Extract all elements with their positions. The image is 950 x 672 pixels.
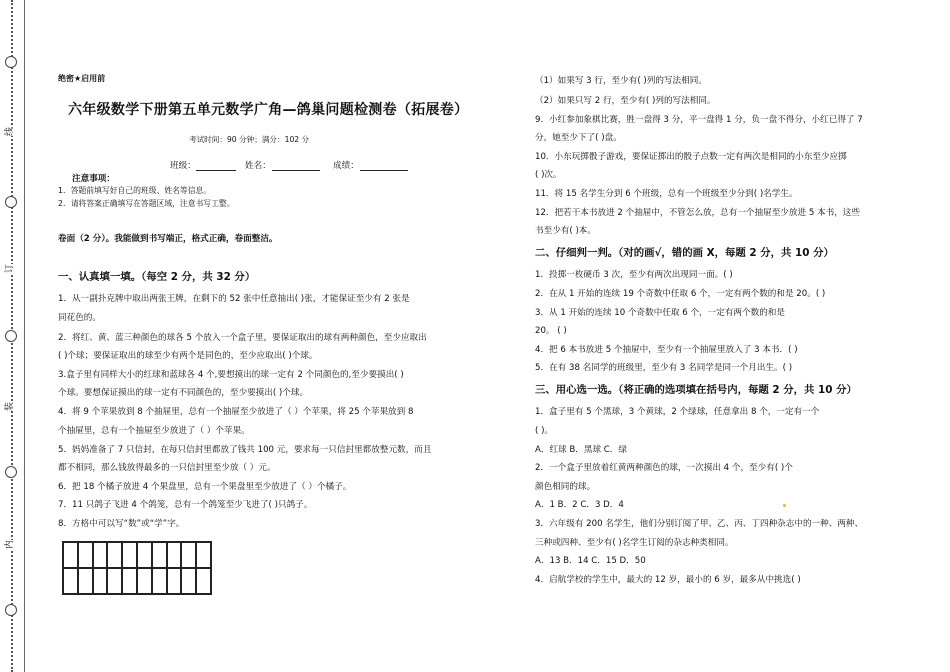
question-line: （2）如果只写 2 行，至少有( )列的写法相同。 bbox=[535, 96, 716, 106]
grid-cell[interactable] bbox=[93, 568, 108, 594]
stray-mark bbox=[783, 504, 786, 507]
question-line: 4．把 6 本书放进 5 个抽屉中，至少有一个抽屉里放入了 3 本书．( ) bbox=[535, 345, 798, 355]
question-line: 1．投掷一枚硬币 3 次，至少有两次出现同一面。( ) bbox=[535, 270, 733, 280]
question-line: 4．将 9 个苹果放到 8 个抽屉里，总有一个抽屉至少放进了（ ）个苹果，将 25 个苹果放到 8 bbox=[58, 407, 414, 417]
class-field[interactable] bbox=[196, 170, 236, 171]
grid-cell[interactable] bbox=[196, 542, 211, 568]
question-line: 2．一个盒子里放着红黄两种颜色的球，一次摸出 4 个，至少有( )个 bbox=[535, 463, 793, 473]
question-line: 3．从 1 开始的连续 10 个奇数中任取 6 个，一定有两个数的和是 bbox=[535, 308, 785, 318]
binding-circle bbox=[5, 604, 17, 616]
question-line: 都不相同，那么钱放得最多的一只信封里至少放（ ）元。 bbox=[58, 463, 276, 473]
option-line: A．红球 B．黑球 C．绿 bbox=[535, 445, 627, 455]
grid-cell[interactable] bbox=[137, 568, 152, 594]
question-line: 11．将 15 名学生分到 6 个班级，总有一个班级至少分到( )名学生。 bbox=[535, 189, 798, 199]
grid-cell[interactable] bbox=[137, 542, 152, 568]
note-item: 2．请将答案正确填写在答题区域，注意书写工整。 bbox=[58, 199, 235, 208]
grid-cell[interactable] bbox=[122, 568, 137, 594]
grid-cell[interactable] bbox=[78, 542, 93, 568]
score-label: 成绩： bbox=[333, 161, 359, 171]
exam-info: 考试时间：90 分钟；满分：102 分 bbox=[189, 135, 310, 144]
question-line: （1）如果写 3 行，至少有( )列的写法相同。 bbox=[535, 76, 707, 86]
question-line: 3.盒子里有同样大小的红球和蓝球各 4 个,要想摸出的球一定有 2 个同颜色的,至少要摸出( ) bbox=[58, 370, 404, 380]
question-line: 7．11 只鸽子飞进 4 个鸽笼，总有一个鸽笼至少飞进了( )只鸽子。 bbox=[58, 500, 313, 510]
grid-cell[interactable] bbox=[196, 568, 211, 594]
question-line: 20。 ( ) bbox=[535, 326, 567, 336]
note-item: 1．答题前填写好自己的班级、姓名等信息。 bbox=[58, 186, 212, 195]
grid-cell[interactable] bbox=[107, 542, 122, 568]
question-line: 10．小东玩掷骰子游戏，要保证掷出的骰子点数一定有两次是相同的小东至少应掷 bbox=[535, 152, 847, 162]
page-title: 六年级数学下册第五单元数学广角—鸽巢问题检测卷（拓展卷） bbox=[68, 102, 469, 118]
section3-heading: 三、用心选一选。（将正确的选项填在括号内，每题 2 分，共 10 分） bbox=[535, 384, 857, 396]
grid-cell[interactable] bbox=[93, 542, 108, 568]
binding-circle bbox=[5, 466, 17, 478]
score-field[interactable] bbox=[360, 170, 408, 171]
question-line: 同花色的。 bbox=[58, 313, 101, 323]
question-line: 6．把 18 个橘子放进 4 个果盘里，总有一个果盘里至少放进了（ ）个橘子。 bbox=[58, 482, 352, 492]
name-label: 姓名： bbox=[245, 161, 271, 171]
grid-cell[interactable] bbox=[78, 568, 93, 594]
grid-cell[interactable] bbox=[152, 542, 167, 568]
question-line: 颜色相同的球。 bbox=[535, 482, 596, 492]
question-line: 4．启航学校的学生中，最大的 12 岁，最小的 6 岁，最多从中挑选( ) bbox=[535, 575, 801, 585]
question-line: 1．从一副扑克牌中取出两张王牌，在剩下的 52 张中任意抽出( )张，才能保证至少有 2 张是 bbox=[58, 294, 410, 304]
question-line: ( )次。 bbox=[535, 170, 562, 180]
option-line: A．1 B．2 C．3 D．4 bbox=[535, 500, 624, 510]
grid-cell[interactable] bbox=[63, 542, 78, 568]
option-line: A．13 B．14 C．15 D．50 bbox=[535, 556, 646, 566]
grid-cell[interactable] bbox=[122, 542, 137, 568]
question-line: 1．盒子里有 5 个黑球，3 个黄球，2 个绿球，任意拿出 8 个，一定有一个 bbox=[535, 407, 820, 417]
grid-cell[interactable] bbox=[152, 568, 167, 594]
binding-char: 线 bbox=[2, 127, 15, 136]
notes-title: 注意事项： bbox=[72, 174, 115, 184]
question-line: 个球。要想保证摸出的球一定有不同颜色的，至少要摸出( )个球。 bbox=[58, 388, 309, 398]
binding-char: 内 bbox=[2, 540, 15, 549]
question-line: 3．六年级有 200 名学生，他们分别订阅了甲、乙、丙、丁四种杂志中的一种、两种、 bbox=[535, 519, 864, 529]
question-line: 书至少有( )本。 bbox=[535, 226, 596, 236]
neatness-line: 卷面（2 分）。我能做到书写端正，格式正确，卷面整洁。 bbox=[58, 234, 278, 244]
question-line: 2．在从 1 开始的连续 19 个奇数中任取 6 个，一定有两个数的和是 20。( ) bbox=[535, 289, 826, 299]
binding-circle bbox=[5, 56, 17, 68]
binding-char: 装 bbox=[2, 402, 15, 411]
binding-circle bbox=[5, 196, 17, 208]
question-line: ( )个球；要保证取出的球至少有两个是同色的，至少应取出( )个球。 bbox=[58, 351, 318, 361]
binding-circle bbox=[5, 330, 17, 342]
section2-heading: 二、仔细判一判。（对的画√，错的画 X，每题 2 分，共 10 分） bbox=[535, 247, 834, 259]
grid-cell[interactable] bbox=[107, 568, 122, 594]
question-line: 三种或四种、至少有( )名学生订阅的杂志种类相同。 bbox=[535, 538, 734, 548]
question-line: 分，她至少下了( )盘。 bbox=[535, 133, 622, 143]
grid-cell[interactable] bbox=[63, 568, 78, 594]
grid-cell[interactable] bbox=[181, 542, 196, 568]
grid-cell[interactable] bbox=[181, 568, 196, 594]
question-line: 个抽屉里，总有一个抽屉至少放进了（ ）个苹果。 bbox=[58, 426, 250, 436]
grid-cell[interactable] bbox=[167, 542, 182, 568]
secret-label: 绝密★启用前 bbox=[58, 74, 106, 83]
class-label: 班级： bbox=[170, 161, 196, 171]
question-line: 9．小红参加象棋比赛，胜一盘得 3 分，平一盘得 1 分，负一盘不得分，小红已得了 7 bbox=[535, 115, 863, 125]
binding-solid-line bbox=[24, 0, 25, 672]
question-line: 2．将红、黄、蓝三种颜色的球各 5 个放入一个盒子里，要保证取出的球有两种颜色，至少应取出 bbox=[58, 333, 427, 343]
section1-heading: 一、认真填一填。（每空 2 分，共 32 分） bbox=[58, 271, 256, 283]
writing-grid bbox=[62, 541, 212, 595]
name-field[interactable] bbox=[272, 170, 320, 171]
question-line: ( )。 bbox=[535, 426, 554, 436]
question-line: 5．在有 38 名同学的班级里，至少有 3 名同学是同一个月出生。( ) bbox=[535, 363, 793, 373]
binding-char: 订 bbox=[2, 264, 15, 273]
question-line: 8．方格中可以写“数”或“学”字。 bbox=[58, 519, 185, 529]
binding-margin bbox=[0, 0, 48, 672]
question-line: 12．把若干本书放进 2 个抽屉中，不管怎么放，总有一个抽屉至少放进 5 本书，这些 bbox=[535, 208, 860, 218]
question-line: 5．妈妈准备了 7 只信封，在每只信封里都放了钱共 100 元，要求每一只信封里都放整元数，而且 bbox=[58, 445, 432, 455]
grid-cell[interactable] bbox=[167, 568, 182, 594]
